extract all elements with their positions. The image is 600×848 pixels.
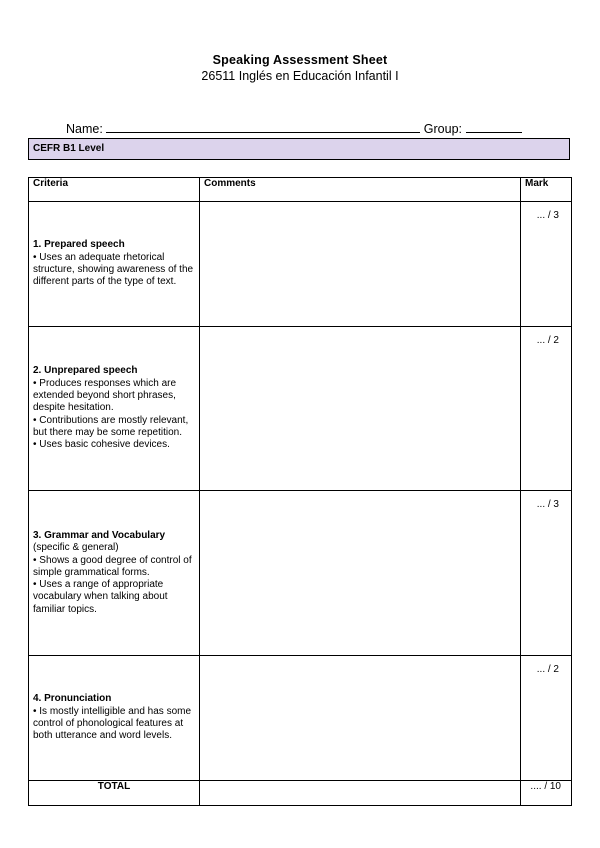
assessment-table [28, 177, 572, 806]
criteria-cell [29, 202, 200, 327]
table-row-prepared-speech [29, 202, 572, 327]
name-field[interactable] [106, 120, 420, 133]
mark-cell[interactable]: ... / 3 [521, 491, 572, 656]
level-banner: CEFR B1 Level [28, 138, 570, 160]
group-field[interactable] [466, 120, 522, 133]
criteria-cell [29, 491, 200, 656]
mark-cell[interactable]: ... / 2 [521, 327, 572, 491]
criteria-line: (specific & general) [33, 542, 119, 554]
criteria-line: • Uses a range of appropriate vocabulary when talking about familiar topics. [33, 579, 168, 615]
criteria-title: 3. Grammar and Vocabulary [33, 529, 166, 541]
criteria-cell [29, 327, 200, 491]
criteria-line: • Shows a good degree of control of simple grammatical forms. [33, 554, 192, 578]
comments-cell[interactable] [200, 202, 521, 327]
course-subtitle: 26511 Inglés en Educación Infantil I [201, 69, 399, 83]
column-header-comments: Comments [200, 178, 521, 202]
criteria-line: • Is mostly intelligible and has some control of phonological features at both utterance and word levels. [33, 705, 192, 742]
criteria-line: • Produces responses which are extended beyond short phrases, despite hesitation. [33, 377, 177, 414]
criteria-line: • Contributions are mostly relevant, but there may be some repetition. [33, 414, 189, 438]
table-row-unprepared-speech [29, 327, 572, 491]
mark-cell[interactable]: ... / 3 [521, 202, 572, 327]
table-header-row [29, 178, 572, 202]
comments-cell[interactable] [200, 491, 521, 656]
criteria-title: 1. Prepared speech [33, 239, 125, 251]
column-header-mark: Mark [521, 178, 572, 202]
criteria-line: • Uses basic cohesive devices. [33, 439, 170, 451]
name-label: Name: [66, 122, 103, 136]
table-row-pronunciation [29, 656, 572, 781]
column-header-criteria: Criteria [29, 178, 200, 202]
table-row-total [29, 781, 572, 806]
student-fields [66, 120, 522, 136]
criteria-title: 4. Pronunciation [33, 693, 112, 705]
total-mark-cell[interactable]: .... / 10 [521, 781, 572, 806]
comments-cell[interactable] [200, 327, 521, 491]
total-label: TOTAL [29, 781, 200, 806]
table-row-grammar-vocabulary [29, 491, 572, 656]
group-label: Group: [423, 122, 463, 136]
comments-cell[interactable] [200, 656, 521, 781]
mark-cell[interactable]: ... / 2 [521, 656, 572, 781]
criteria-title: 2. Unprepared speech [33, 365, 138, 377]
total-comments-cell [200, 781, 521, 806]
criteria-line: • Uses an adequate rhetorical structure, showing awareness of the different parts of the type of text. [33, 251, 194, 288]
criteria-cell [29, 656, 200, 781]
sheet-title: Speaking Assessment Sheet [212, 53, 388, 67]
